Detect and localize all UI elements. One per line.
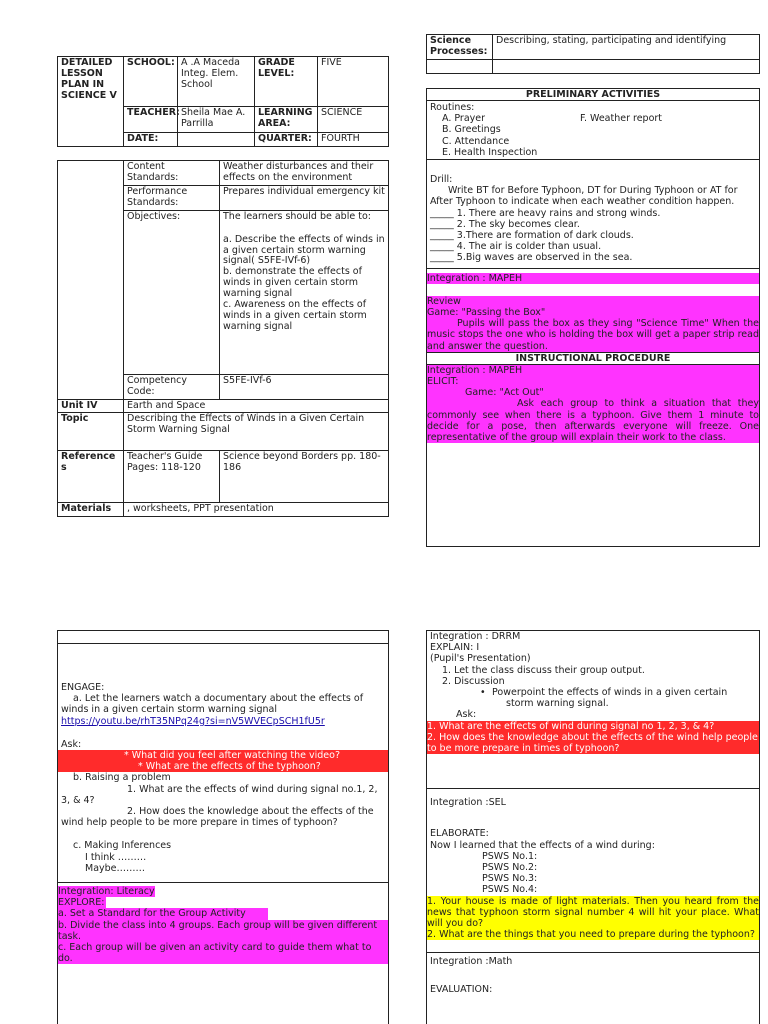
elicit-desc: Ask each group to think a situation that they commonly see when there is a typhoon. Give them 1 minute to decide for a pose, then afterwards everyone will freeze. One representative of the group will explain their work to the class.: [427, 398, 759, 444]
processes-label: Science Processes:: [427, 35, 493, 60]
review-integration: Integration : MAPEH: [427, 273, 759, 284]
school-value: A .A Maceda Integ. Elem. School: [178, 57, 255, 107]
elicit-integration: Integration : MAPEH: [427, 365, 759, 376]
engage-c2: Maybe………: [85, 862, 146, 874]
engage-b: b. Raising a problem: [73, 772, 171, 784]
performance-standards-label: Performance Standards:: [124, 185, 220, 210]
date-value: [178, 133, 255, 147]
engage-ask: Ask:: [61, 738, 82, 750]
elaborate-q1: 1. Your house is made of light materials. Then you heard from the news that typhoon storm signal number 4 will hit your place. What will you do?: [427, 895, 759, 930]
evaluation-label: EVALUATION:: [430, 983, 493, 995]
explain-q1: 1. What are the effects of wind during signal no 1, 2, 3, & 4?: [427, 721, 759, 732]
school-label: SCHOOL:: [124, 57, 178, 107]
topic-value: Describing the Effects of Winds in a Given Certain Storm Warning Signal: [124, 413, 389, 451]
explain-questions: [427, 721, 759, 755]
drill-item-3: _____ 3.There are formation of dark clouds.: [430, 230, 634, 242]
explain-bullet: Powerpoint the effects of winds in a given certain storm warning signal.: [492, 687, 728, 710]
drill-item-1: _____ 1. There are heavy rains and strong winds.: [430, 207, 661, 219]
routine-b: B. Greetings: [442, 124, 501, 136]
engage-problem: [58, 772, 388, 874]
drill-item-5: _____ 5.Big waves are observed in the sea.: [430, 252, 633, 264]
grade-label: GRADE LEVEL:: [255, 57, 318, 107]
objectives-label: Objectives:: [124, 210, 220, 374]
processes-blank-2: [493, 59, 760, 73]
preliminary-heading: PRELIMINARY ACTIVITIES: [427, 89, 759, 101]
explore-integration: Integration: Literacy: [58, 886, 155, 898]
elaborate-label: ELABORATE:: [430, 828, 489, 840]
evaluation-integration: Integration :Math: [430, 956, 513, 968]
explore-b: b. Divide the class into 4 groups. Each group will be given different task.: [58, 920, 388, 942]
area-value: SCIENCE: [318, 107, 389, 133]
drill-instruction: Write BT for Before Typhoon, DT for During Typhoon or AT for After Typhoon to indicate when each weather condition happen.: [430, 185, 738, 208]
quarter-label: QUARTER:: [255, 133, 318, 147]
references-b: Science beyond Borders pp. 180-186: [220, 451, 389, 503]
references-label: Reference s: [58, 451, 124, 503]
performance-standards-value: Prepares individual emergency kit: [220, 185, 389, 210]
engage-b2: 2. How does the knowledge about the effects of the wind help people to be more prepare in times of typhoon?: [61, 806, 374, 829]
review-game: Game: "Passing the Box": [427, 307, 759, 318]
engage-a: a. Let the learners watch a documentary about the effects of winds in a given certain storm warning signal: [61, 693, 364, 716]
preliminary-box: [426, 88, 760, 547]
elaborate-q2: 2. What are the things that you need to prepare during the typhoon?: [427, 929, 759, 940]
explain-q2: 2. How does the knowledge about the effects of the wind help people to be more prepare in times of typhoon?: [427, 731, 758, 755]
processes-table: [426, 34, 760, 74]
standards-table: [57, 160, 389, 517]
routine-f: F. Weather report: [580, 113, 663, 125]
engage-block: [58, 682, 388, 750]
processes-value: Describing, stating, participating and identifying: [493, 35, 760, 60]
content-standards-label: Content Standards:: [124, 161, 220, 186]
psws-2: PSWS No.2:: [482, 862, 538, 874]
objective-b: b. demonstrate the effects of winds in given certain storm warning signal: [223, 266, 362, 300]
elicit-label: ELICIT:: [427, 376, 759, 387]
psws-3: PSWS No.3:: [482, 873, 538, 885]
standards-blank-cell: [58, 161, 124, 400]
objective-a: a. Describe the effects of winds in a given certain storm warning signal( S5FE-IVf-6): [223, 233, 385, 267]
review-label: Review: [427, 296, 759, 307]
explore-block: [58, 882, 388, 964]
explain-integration: Integration : DRRM: [430, 631, 521, 642]
competency-label: Competency Code:: [124, 374, 220, 399]
evaluation-block: [427, 952, 759, 994]
routine-a: A. Prayer: [442, 113, 486, 125]
review-game-desc: Pupils will pass the box as they sing "Science Time" When the music stops the one who is holding the box will get a paper strip read and answer the question.: [427, 318, 759, 352]
explain-item-1: 1. Let the class discuss their group output.: [442, 664, 645, 676]
explain-label: EXPLAIN: I: [430, 642, 480, 654]
psws-1: PSWS No.1:: [482, 850, 538, 862]
objective-c: c. Awareness on the effects of winds in a given certain storm warning signal: [223, 299, 367, 332]
unit-label: Unit IV: [58, 399, 124, 413]
routine-e: E. Health Inspection: [442, 146, 538, 158]
drill-label: Drill:: [430, 174, 453, 186]
header-table: [57, 56, 389, 147]
objectives-intro: The learners should be able to:: [223, 210, 371, 222]
lesson-plan-title: DETAILED LESSON PLAN IN SCIENCE V: [58, 57, 124, 147]
explore-label: EXPLORE:: [58, 897, 105, 909]
routine-c: C. Attendance: [442, 135, 510, 147]
elicit-game: Game: "Act Out": [427, 387, 759, 398]
materials-label: Materials: [58, 503, 124, 517]
date-label: DATE:: [124, 133, 178, 147]
engage-q1: * What did you feel after watching the video?: [58, 750, 388, 761]
area-label: LEARNING AREA:: [255, 107, 318, 133]
objectives-value: [220, 210, 389, 374]
engage-b1: 1. What are the effects of wind during signal no.1, 2, 3, & 4?: [61, 783, 378, 806]
explain-block: [427, 631, 759, 721]
elicit-block: [427, 365, 759, 443]
grade-value: FIVE: [318, 57, 389, 107]
engage-c1: I think ………: [85, 851, 147, 863]
teacher-label: TEACHER:: [124, 107, 178, 133]
review-block: [427, 268, 759, 352]
explain-bullet-row: [430, 687, 756, 709]
engage-questions: [58, 750, 388, 772]
competency-value: S5FE-IVf-6: [220, 374, 389, 399]
engage-video-link[interactable]: https://youtu.be/rhT35NPq24g?si=nV5WVECpSCH1fU5r: [61, 715, 325, 727]
content-standards-value: Weather disturbances and their effects on the environment: [220, 161, 389, 186]
instructional-heading: INSTRUCTIONAL PROCEDURE: [427, 352, 759, 365]
engage-box: [57, 630, 389, 1024]
routines-block: [427, 101, 759, 159]
drill-block: [427, 159, 759, 268]
elaborate-intro: Now I learned that the effects of a wind during:: [430, 839, 655, 851]
explain-ask: Ask:: [456, 709, 477, 721]
engage-c: c. Making Inferences: [73, 840, 172, 852]
processes-blank: [427, 59, 493, 73]
drill-item-4: _____ 4. The air is colder than usual.: [430, 241, 602, 253]
quarter-value: FOURTH: [318, 133, 389, 147]
elaborate-block: [427, 788, 759, 895]
engage-top-row: [58, 631, 388, 644]
materials-value: , worksheets, PPT presentation: [124, 503, 389, 517]
engage-label: ENGAGE:: [61, 682, 105, 693]
elaborate-integration: Integration :SEL: [430, 797, 506, 809]
references-a: Teacher's Guide Pages: 118-120: [124, 451, 220, 503]
engage-q2: * What are the effects of the typhoon?: [58, 761, 388, 772]
explain-presentation: (Pupil's Presentation): [430, 653, 531, 665]
drill-item-2: _____ 2. The sky becomes clear.: [430, 218, 580, 230]
explain-box: [426, 630, 760, 1024]
elaborate-questions: [427, 896, 759, 941]
unit-value: Earth and Space: [124, 399, 389, 413]
psws-4: PSWS No.4:: [482, 884, 538, 896]
explore-a: a. Set a Standard for the Group Activity: [58, 908, 268, 919]
explore-c: c. Each group will be given an activity card to guide them what to do.: [58, 942, 388, 964]
topic-label: Topic: [58, 413, 124, 451]
teacher-value: Sheila Mae A. Parrilla: [178, 107, 255, 133]
explain-item-2: 2. Discussion: [442, 675, 505, 687]
routines-label: Routines:: [430, 102, 475, 113]
bullet-icon: •: [480, 687, 486, 699]
